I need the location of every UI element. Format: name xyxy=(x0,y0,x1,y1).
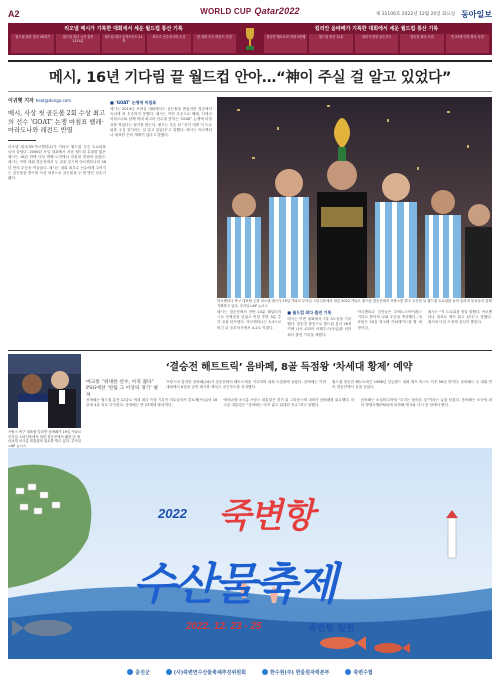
story2-col-d: 에마뉘엘 마크롱 프랑스 대통령은 경기 뒤 그라운드에 내려가 음바페를 위로했다. 마크롱 대통령은 “음바페는 아직 젊고 위대한 선수”라고 말했다. xyxy=(223,398,355,408)
story1-lower-columns xyxy=(217,310,492,348)
story1-subhead: 메시, 사상 첫 골든볼 2회 수상 최고의 선수 ‘GOAT’ 논쟁 마침표 펠레·마라도나와 레전드 반열 xyxy=(8,110,106,135)
page-number: A2 xyxy=(8,9,20,19)
byline xyxy=(8,97,106,104)
sponsor-logo-icon xyxy=(345,669,351,675)
story2-col-e: 음바페는 소셜미디어에 “우리는 돌아올 것”이라는 글을 남겼다. 음바페는 소속팀 파리 생제르맹(PSG)에 복귀해 메시와 다시 한 팀에서 뛴다. xyxy=(360,398,492,408)
record-cell: 월드컵 최다 시간 출전 2314분 xyxy=(56,34,99,53)
story2-col-c: 음바페는 월드컵 통산 12골로 역대 최다 득점 기록인 미로슬라프 클로제(독일)의 16골에 4골 차로 다가섰다. 음바페는 만 23세에 불과하다. xyxy=(86,398,218,408)
edition-info xyxy=(376,9,492,20)
ad-title-festival: 수산물축제 xyxy=(133,559,336,610)
sponsor xyxy=(345,669,372,676)
sponsor xyxy=(166,669,246,676)
record-cell: 결승전 최다 득점 xyxy=(400,34,443,53)
main-headline: 메시, 16년 기다림 끝 월드컵 안아…“神이 주실 걸 알고 있었다” xyxy=(48,70,452,86)
story1-body-col1: 리오넬 메시(35·아르헨티나)가 카타르 월드컵 우승 트로피를 들어 올렸다. 2006년 독일 대회에서 처음 월드컵 무대를 밟은 메시는 16년 만에 다섯 번째 도전에서 마침내 정상에 올랐다. 메시는 이번 대회 결승전에서 두 골을 넣으며 아르헨티나의 36년 만의 우승을 이끌었다. 메시는 대회 최우수 선수에게 주어지는 골든볼을 받으며 사상 처음으로 골든볼을 두 번 받은 선수가 됐다. xyxy=(8,144,106,180)
story1-lower-col3: 아르헨티나 국민들은 부에노스아이레스 거리로 쏟아져 나와 우승을 축하했다. 대표팀은 20일 귀국해 카퍼레이드를 할 예정이다. xyxy=(357,310,422,330)
story2-photo-caption: 프랑스 축구 대표팀 킬리안 음바페가 19일 카타르 루사일 스타디움에서 열린 결승전에서 패한 뒤 에마뉘엘 마크롱 대통령의 위로를 받고 있다. 루사일=AP 뉴시스 xyxy=(8,430,82,448)
story2-headline-row xyxy=(86,354,492,376)
record-cell: 최우수 선수상 2회 수상 xyxy=(147,34,190,53)
paper-name: 동아일보 xyxy=(461,8,492,19)
story1-lower-col2-text: 메시는 이번 대회에서 7골 3도움을 기록했다. 결승전 출전으로 월드컵 통산 26경기에 나서 로타어 마테우스(독일)를 넘어 최다 출전 기록을 세웠다. xyxy=(287,317,352,337)
sponsor-name: (사)죽변면수산물축제추진위원회 xyxy=(173,669,246,676)
mbappe-records xyxy=(261,23,492,55)
ad-sponsors xyxy=(8,659,492,685)
sponsor-name: 울진군 xyxy=(135,669,150,676)
story2-headline: ‘결승전 해트트릭’ 음바페, 8골 득점왕 ‘차세대 황제’ 예약 xyxy=(165,361,413,373)
story1-column-2 xyxy=(110,97,212,138)
ad-date: 2022. 12. 23 - 25 xyxy=(186,621,262,632)
ad-year: 2022 xyxy=(158,506,187,521)
story1-section-head: ■ ‘GOAT’ 논쟁에 마침표 xyxy=(110,100,157,105)
sponsor-name: 죽변수협 xyxy=(353,669,373,676)
sponsor-logo-icon xyxy=(262,669,268,675)
byline-email: heat@donga.com xyxy=(35,98,71,103)
story1-lower-col4: 메시는 “이 트로피를 정말 원했다. 아르헨티나 대표로 계속 뛰고 싶다”고 말했다. 메시의 다음 도전에 관심이 쏠린다. xyxy=(427,310,493,325)
section-divider xyxy=(8,350,492,351)
mbappe-macron-photo xyxy=(8,354,81,428)
festival-advertisement xyxy=(8,448,492,685)
sponsor xyxy=(262,669,329,676)
messi-records xyxy=(8,23,239,55)
record-cell: 월드컵 최다 공격포인트 21개 xyxy=(102,34,145,53)
record-cell: 월드컵 최다 출전 26경기 xyxy=(11,34,54,53)
messi-records-title: 리오넬 메시가 기록한 대회에서 세운 월드컵 통산 기록 xyxy=(64,26,183,32)
main-photo-caption: 아르헨티나 축구 대표팀 주장 리오넬 메시가 19일 카타르 루사일 스타디움에서 열린 2022 카타르 월드컵 결승전에서 프랑스를 꺾고 우승한 뒤 월드컵 트로피를 들어 올리며 동료들과 함께 기뻐하고 있다. 루사일=AP 뉴시스 xyxy=(217,299,492,308)
trophy-icon xyxy=(239,23,261,55)
page-header xyxy=(8,6,492,22)
record-cell: 월드컵 통산 12골 xyxy=(309,34,352,53)
messi-trophy-photo xyxy=(217,97,492,298)
record-cell: 대회 득점왕 골든부트 xyxy=(355,34,398,53)
story2-col-b: 월드컵 결승전 해트트릭은 1966년 잉글랜드 대회 제프 허스트 이후 56년 만이다. 음바페는 두 대회 연속 결승전에서 골을 넣었다. xyxy=(332,380,492,390)
story2-subhead: 마크롱 “위대한 선수, 아직 젊다” PSG에선 ‘한팀 그 이상의 경기’ 펼쳐 xyxy=(86,380,158,398)
sponsor xyxy=(127,669,150,676)
ad-venue: 죽변항 일원 xyxy=(308,624,355,634)
story1-lower-col2 xyxy=(287,310,351,348)
ad-title-harbor: 죽변항 xyxy=(218,496,314,536)
story2-col-a: 프랑스의 킬리안 음바페(24)가 결승전에서 해트트릭을 기록하며 대회 득점왕에 올랐다. 음바페는 이번 대회에서 8골을 넣어 메시를 제치고 골든부트를 차지했다. xyxy=(166,380,326,390)
story1-lower-head: ■ 월드컵 최다 출전 기록 xyxy=(287,310,332,315)
story1-column-1 xyxy=(8,97,106,181)
main-headline-row xyxy=(8,60,492,92)
story1-lower-col1: 메시는 결승전에서 전반 23분 페널티킥으로 선제골을 넣었고 연장 후반 3분 추가 골을 터뜨렸다. 아르헨티나는 3-3으로 비긴 뒤 승부차기에서 4-2로 이겼다. xyxy=(217,310,282,330)
record-cell: 만 23세 이하 최다 득점 xyxy=(446,34,489,53)
story2-upper-columns xyxy=(166,380,492,398)
subhead-divider xyxy=(8,140,36,141)
story1-body-col2: 메시는 2014년 브라질 대회에서도 골든볼을 받았지만 결승에서 독일에 져 우승하지 못했다. 메시는 이번 우승으로 펠레, 디에고 마라도나와 함께 역대 최고의 선수를 뜻하는 ‘GOAT’ 논쟁에 마침표를 찍었다는 평가를 받는다. 메시는 우승 뒤 “신이 내게 이 트로피를 주실 것이라는 걸 알고 있었다”고 말했다. 메시는 아르헨티나 대표팀 은퇴 계획이 없다고 밝혔다. xyxy=(110,107,212,138)
mbappe-records-title: 킬리안 음바페가 기록한 대회에서 세운 월드컵 통산 기록 xyxy=(314,26,439,32)
edition-date: 제 31106호 2022년 12월 20일 화요일 xyxy=(375,12,456,17)
sponsor-logo-icon xyxy=(166,669,172,675)
story2-lower-columns xyxy=(86,398,492,434)
record-cell: 결승전 해트트릭 역대 2번째 xyxy=(264,34,307,53)
record-cell: 한 대회 모든 라운드 득점 xyxy=(193,34,236,53)
byline-name: 이귀햇 기자 xyxy=(8,98,34,104)
world-cup-label: WORLD CUP xyxy=(200,6,252,16)
qatar-2022-label: Qatar2022 xyxy=(254,6,300,16)
records-banner xyxy=(8,23,492,55)
sponsor-logo-icon xyxy=(127,669,133,675)
world-cup-logo xyxy=(200,6,299,16)
sponsor-name: 한수원(주) 한울원자력본부 xyxy=(269,669,330,676)
